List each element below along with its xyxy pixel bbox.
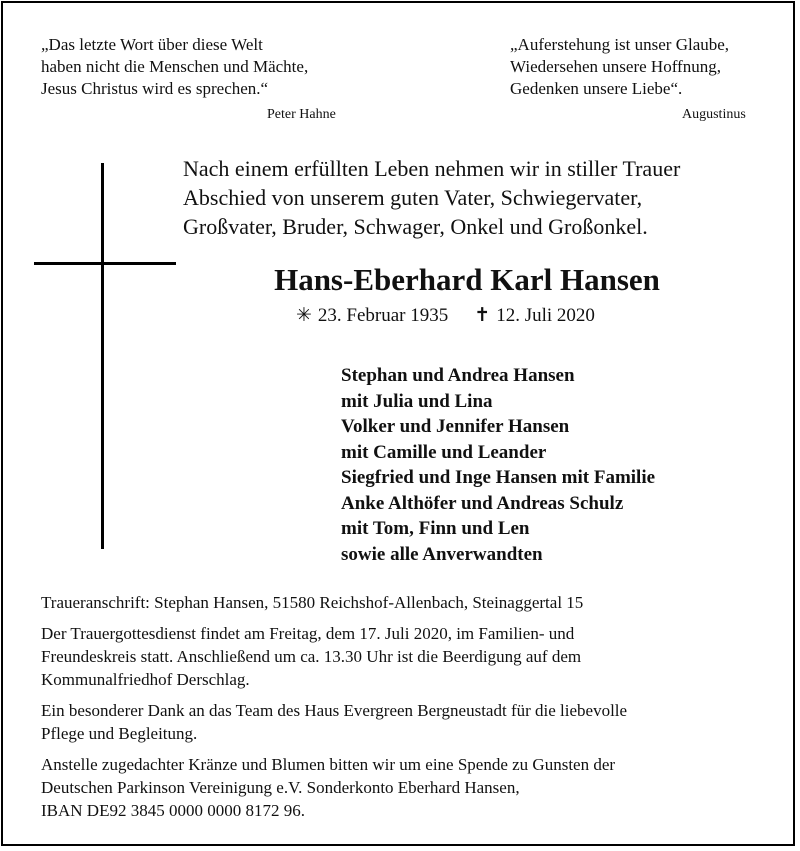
quote-line: Wiedersehen unsere Hoffnung, [510,57,721,76]
service-paragraph [41,622,581,691]
paragraph-line: Der Trauergottesdienst findet am Freitag, dem 17. Juli 2020, im Familien- und [41,624,575,643]
intro-text [183,154,680,241]
quote-right-author: Augustinus [682,107,746,122]
quote-left [41,34,308,100]
family-line: sowie alle Anverwandten [341,543,543,565]
cross-vertical-bar [101,163,104,549]
paragraph-line: IBAN DE92 3845 0000 0000 8172 96. [41,801,305,820]
family-line: mit Julia und Lina [341,390,493,412]
paragraph-line: Ein besonderer Dank an das Team des Haus Evergreen Bergneustadt für die liebevolle [41,701,628,720]
quote-line: „Das letzte Wort über diese Welt [41,35,263,54]
family-line: mit Camille und Leander [341,441,547,463]
death-date: 12. Juli 2020 [496,305,595,326]
paragraph-line: Traueranschrift: Stephan Hansen, 51580 Reichshof-Allenbach, Steinaggertal 15 [41,593,584,612]
deceased-name: Hans-Eberhard Karl Hansen [274,262,660,297]
family-line: Siegfried und Inge Hansen mit Familie [341,467,656,488]
family-list [341,363,655,567]
paragraph-line: Anstelle zugedachter Kränze und Blumen bitten wir um eine Spende zu Gunsten der [41,755,616,774]
paragraph-line: Kommunalfriedhof Derschlag. [41,670,250,689]
quote-line: haben nicht die Menschen und Mächte, [41,57,309,76]
paragraph-line: Freundeskreis statt. Anschließend um ca. 13.30 Uhr ist die Beerdigung auf dem [41,647,582,666]
life-dates [296,304,595,327]
address-paragraph [41,591,583,614]
intro-line: Abschied von unserem guten Vater, Schwiegervater, [183,185,643,210]
family-line: mit Tom, Finn und Len [341,518,530,539]
quote-right [510,34,729,100]
family-line: Anke Althöfer und Andreas Schulz [341,492,624,514]
intro-line: Nach einem erfüllten Leben nehmen wir in stiller Trauer [183,156,681,181]
quote-left-author: Peter Hahne [267,107,336,122]
donation-paragraph [41,753,615,822]
family-line: Stephan und Andrea Hansen [341,365,575,386]
birth-star-icon: ✳ [296,305,312,326]
death-cross-icon: ✝ [474,305,491,326]
thanks-paragraph [41,699,627,745]
quote-line: Gedenken unsere Liebe“. [510,79,683,98]
birth-date: 23. Februar 1935 [317,305,449,326]
quote-line: Jesus Christus wird es sprechen.“ [41,79,269,98]
paragraph-line: Deutschen Parkinson Vereinigung e.V. Sonderkonto Eberhard Hansen, [41,778,520,797]
intro-line: Großvater, Bruder, Schwager, Onkel und Großonkel. [183,214,648,239]
family-line: Volker und Jennifer Hansen [341,416,570,437]
quote-line: „Auferstehung ist unser Glaube, [510,35,730,54]
paragraph-line: Pflege und Begleitung. [41,724,198,743]
